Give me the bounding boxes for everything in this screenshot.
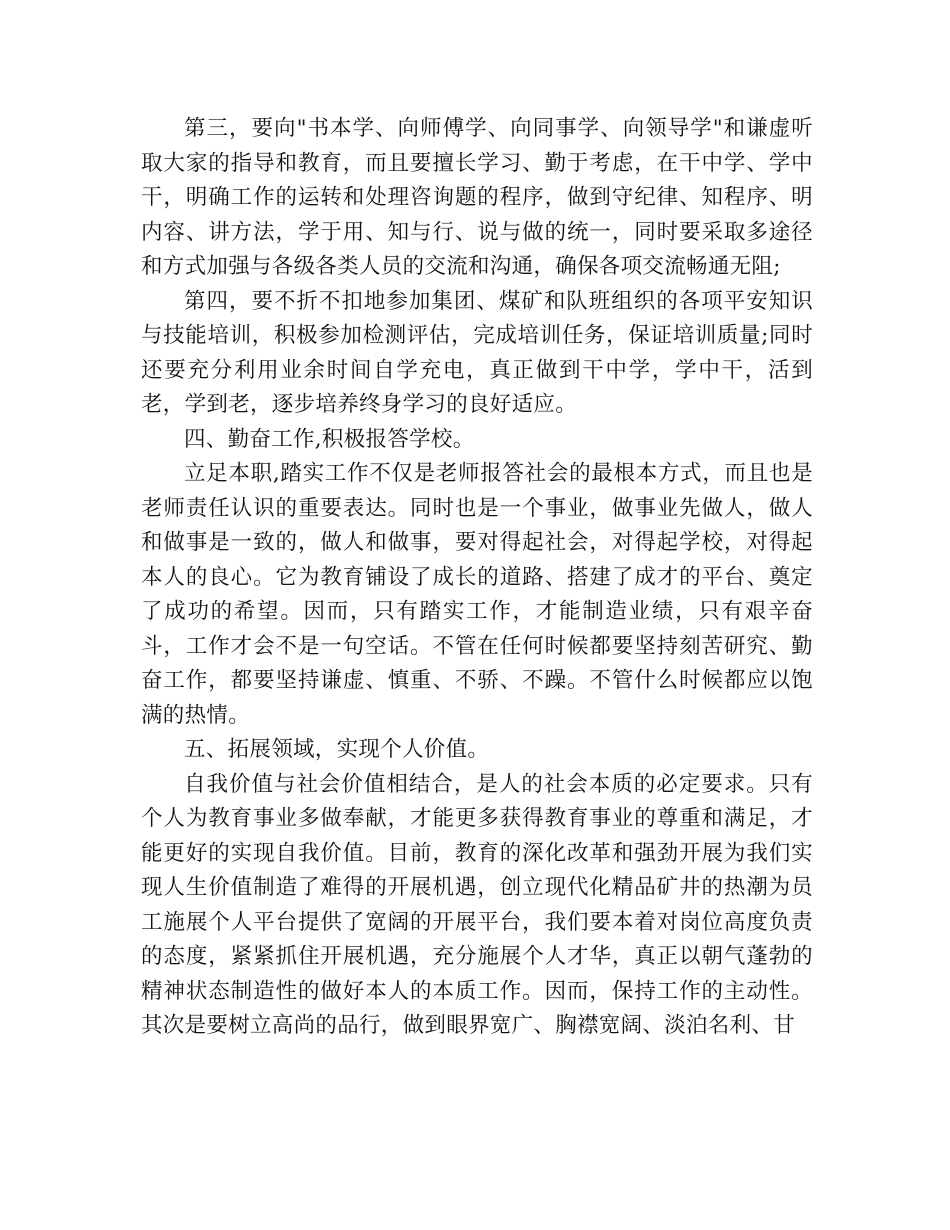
body-text bbox=[141, 112, 813, 1044]
section-heading-five: 五、拓展领域，实现个人价值。 bbox=[184, 737, 490, 762]
paragraph-fourth-point: 第四，要不折不扣地参加集团、煤矿和队班组织的各项平安知识与技能培训，积极参加检测评估，完成培训任务，保证培训质量;同时还要充分利用业余时间自学充电，真正做到干中学，学中干，活到老，学到老，逐步培养终身学习的良好适应。 bbox=[141, 288, 813, 417]
paragraph-diligent-work: 立足本职,踏实工作不仅是老师报答社会的最根本方式，而且也是老师责任认识的重要表达。同时也是一个事业，做事业先做人，做人和做事是一致的，做人和做事，要对得起社会，对得起学校，对得起本人的良心。它为教育铺设了成长的道路、搭建了成才的平台、奠定了成功的希望。因而，只有踏实工作，才能制造业绩，只有艰辛奋斗，工作才会不是一句空话。不管在任何时候都要坚持刻苦研究、勤奋工作，都要坚持谦虚、慎重、不骄、不躁。不管什么时候都应以饱满的热情。 bbox=[141, 461, 813, 728]
paragraph-third-point: 第三，要向"书本学、向师傅学、向同事学、向领导学"和谦虚听取大家的指导和教育，而且要擅长学习、勤于考虑，在干中学、学中干，明确工作的运转和处理咨询题的程序，做到守纪律、知程序、明内容、讲方法，学于用、知与行、说与做的统一，同时要采取多途径和方式加强与各级各类人员的交流和沟通，确保各项交流畅通无阻; bbox=[141, 116, 813, 279]
paragraph-personal-value: 自我价值与社会价值相结合，是人的社会本质的必定要求。只有个人为教育事业多做奉献，才能更多获得教育事业的尊重和满足，才能更好的实现自我价值。目前，教育的深化改革和强劲开展为我们实现人生价值制造了难得的开展机遇，创立现代化精品矿井的热潮为员工施展个人平台提供了宽阔的开展平台，我们要本着对岗位高度负责的态度，紧紧抓住开展机遇，充分施展个人才华，真正以朝气蓬勃的精神状态制造性的做好本人的本质工作。因而，保持工作的主动性。其次是要树立高尚的品行，做到眼界宽广、胸襟宽阔、淡泊名利、甘 bbox=[141, 771, 813, 1038]
section-heading-four: 四、勤奋工作,积极报答学校。 bbox=[184, 426, 475, 452]
